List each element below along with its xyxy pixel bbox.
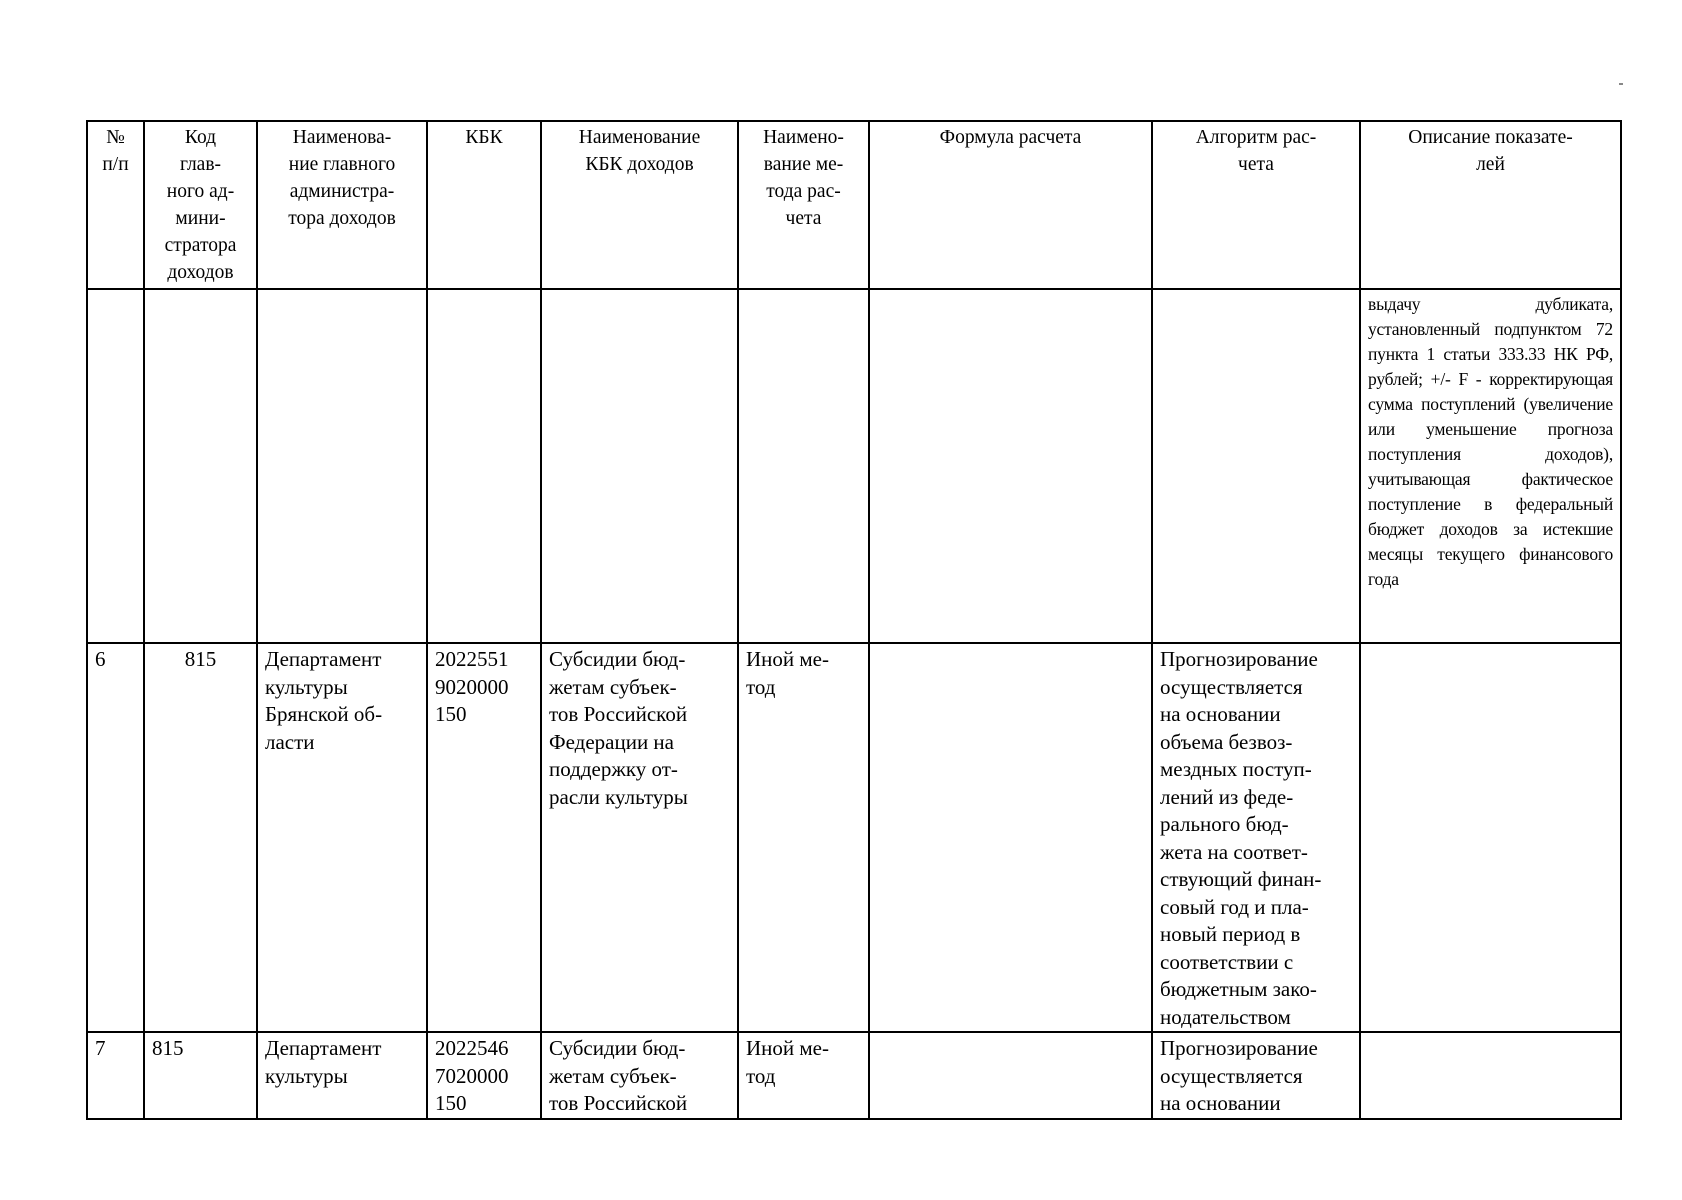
cell-kbk: 2022546 7020000 150 xyxy=(427,1032,541,1119)
cell-algorithm xyxy=(1152,289,1360,643)
cell-kbk-name: Субсидии бюд- жетам субъек- тов Российской Федерации на поддержку от- расли культуры xyxy=(541,643,738,1032)
cell-admin: Департамент культуры xyxy=(257,1032,427,1119)
cell-num: 6 xyxy=(87,643,144,1032)
table-row xyxy=(87,289,1621,643)
header-algorithm: Алгоритм рас- чета xyxy=(1152,121,1360,289)
header-kbk-name: Наименование КБК доходов xyxy=(541,121,738,289)
cell-method: Иной ме- тод xyxy=(738,643,869,1032)
cell-code: 815 xyxy=(144,643,257,1032)
cell-num xyxy=(87,289,144,643)
header-formula: Формула расчета xyxy=(869,121,1152,289)
cell-admin xyxy=(257,289,427,643)
header-description: Описание показате- лей xyxy=(1360,121,1621,289)
header-num: № п/п xyxy=(87,121,144,289)
table-row xyxy=(87,1032,1621,1119)
header-method: Наимено- вание ме- тода рас- чета xyxy=(738,121,869,289)
revenue-forecast-table xyxy=(86,120,1622,1120)
cell-code: 815 xyxy=(144,1032,257,1119)
cell-kbk: 2022551 9020000 150 xyxy=(427,643,541,1032)
header-kbk: КБК xyxy=(427,121,541,289)
cell-kbk-name xyxy=(541,289,738,643)
cell-algorithm: Прогнозирование осуществляется на основании xyxy=(1152,1032,1360,1119)
cell-num: 7 xyxy=(87,1032,144,1119)
cell-kbk xyxy=(427,289,541,643)
cell-description xyxy=(1360,1032,1621,1119)
scan-mark xyxy=(1619,83,1623,85)
cell-formula xyxy=(869,1032,1152,1119)
cell-code xyxy=(144,289,257,643)
header-admin-code: Код глав- ного ад- мини- стратора доходов xyxy=(144,121,257,289)
cell-formula xyxy=(869,289,1152,643)
cell-admin: Департамент культуры Брянской об- ласти xyxy=(257,643,427,1032)
table-row xyxy=(87,643,1621,1032)
cell-formula xyxy=(869,643,1152,1032)
cell-method xyxy=(738,289,869,643)
cell-description xyxy=(1360,643,1621,1032)
cell-algorithm: Прогнозирование осуществляется на основании объема безвоз- мездных поступ- лений из феде- рального бюд- жета на соответ- ствующий финан- совый год и пла- новый период в соответствии с бюджетным зако- нодательством xyxy=(1152,643,1360,1032)
header-admin-name: Наименова- ние главного администра- тора доходов xyxy=(257,121,427,289)
cell-method: Иной ме- тод xyxy=(738,1032,869,1119)
header-row xyxy=(87,121,1621,289)
cell-kbk-name: Субсидии бюд- жетам субъек- тов Российской xyxy=(541,1032,738,1119)
cell-description: выдачу дубликата, установленный подпунктом 72 пункта 1 статьи 333.33 НК РФ, рублей; +/- F - корректирующая сумма поступлений (увеличение или уменьшение прогноза поступления доходов), учитывающая фактическое поступление в федеральный бюджет доходов за истекшие месяцы текущего финансового года xyxy=(1360,289,1621,643)
